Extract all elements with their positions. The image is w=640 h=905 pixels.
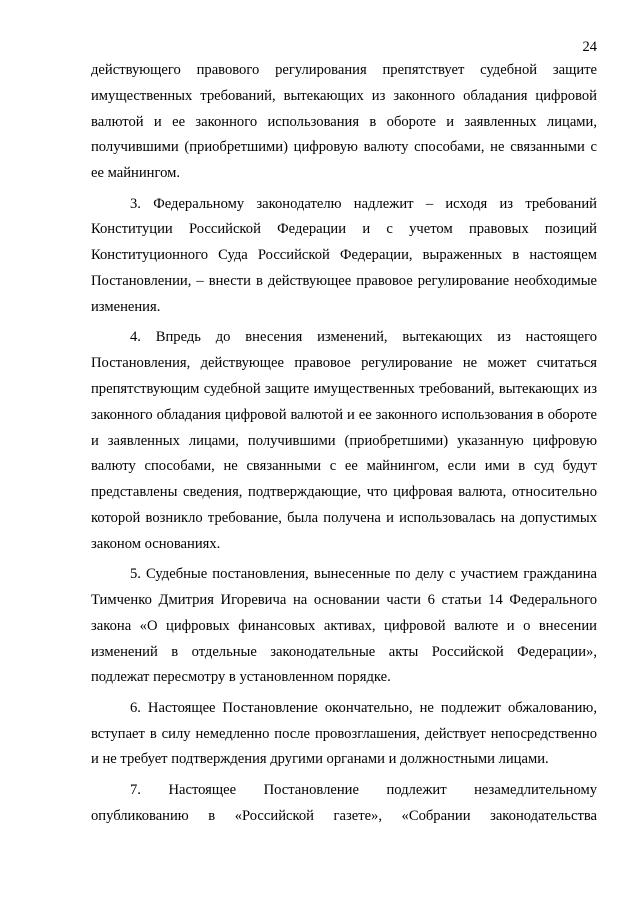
paragraph-item-6: 6. Настоящее Постановление окончательно, не подлежит обжалованию, вступает в силу немедленно после провозглашения, действует непосредственно и не требует подтверждения другими органами и должностными лицами. [91, 699, 597, 768]
paragraph-item-4: 4. Впредь до внесения изменений, вытекающих из настоящего Постановления, действующее правовое регулирование не может считаться препятствующим судебной защите имущественных требований, вытекающих из законного обладания цифровой валютой и ее законного использования в обороте и заявленных лицами, получившими (приобретшими) указанную цифровую валюту способами, не связанными с ее майнингом, если ими в суд будут представлены сведения, подтверждающие, что цифровая валюта, относительно которой возникло требование, была получена и использовалась на допустимых законом основаниях. [91, 329, 597, 552]
paragraph-item-7: 7. Настоящее Постановление подлежит незамедлительному опубликованию в «Российской газете», «Собрании законодательства [91, 781, 597, 824]
page-number: 24 [582, 39, 597, 55]
paragraph-item-3: 3. Федеральному законодателю надлежит – исходя из требований Конституции Российской Федерации и с учетом правовых позиций Конституционного Суда Российской Федерации, выраженных в настоящем Постановлении, – внести в действующее правовое регулирование необходимые изменения. [91, 195, 597, 315]
paragraph-item-5: 5. Судебные постановления, вынесенные по делу с участием гражданина Тимченко Дмитрия Игоревича на основании части 6 статьи 14 Федерального закона «О цифровых финансовых активах, цифровой валюте и о внесении изменений в отдельные законодательные акты Российской Федерации», подлежат пересмотру в установленном порядке. [91, 566, 597, 686]
document-body [91, 58, 597, 834]
paragraph-continuation: действующего правового регулирования препятствует судебной защите имущественных требований, вытекающих из законного обладания цифровой валютой и ее законного использования в обороте и заявленных лицами, получившими (приобретшими) цифровую валюту способами, не связанными с ее майнингом. [91, 62, 597, 182]
